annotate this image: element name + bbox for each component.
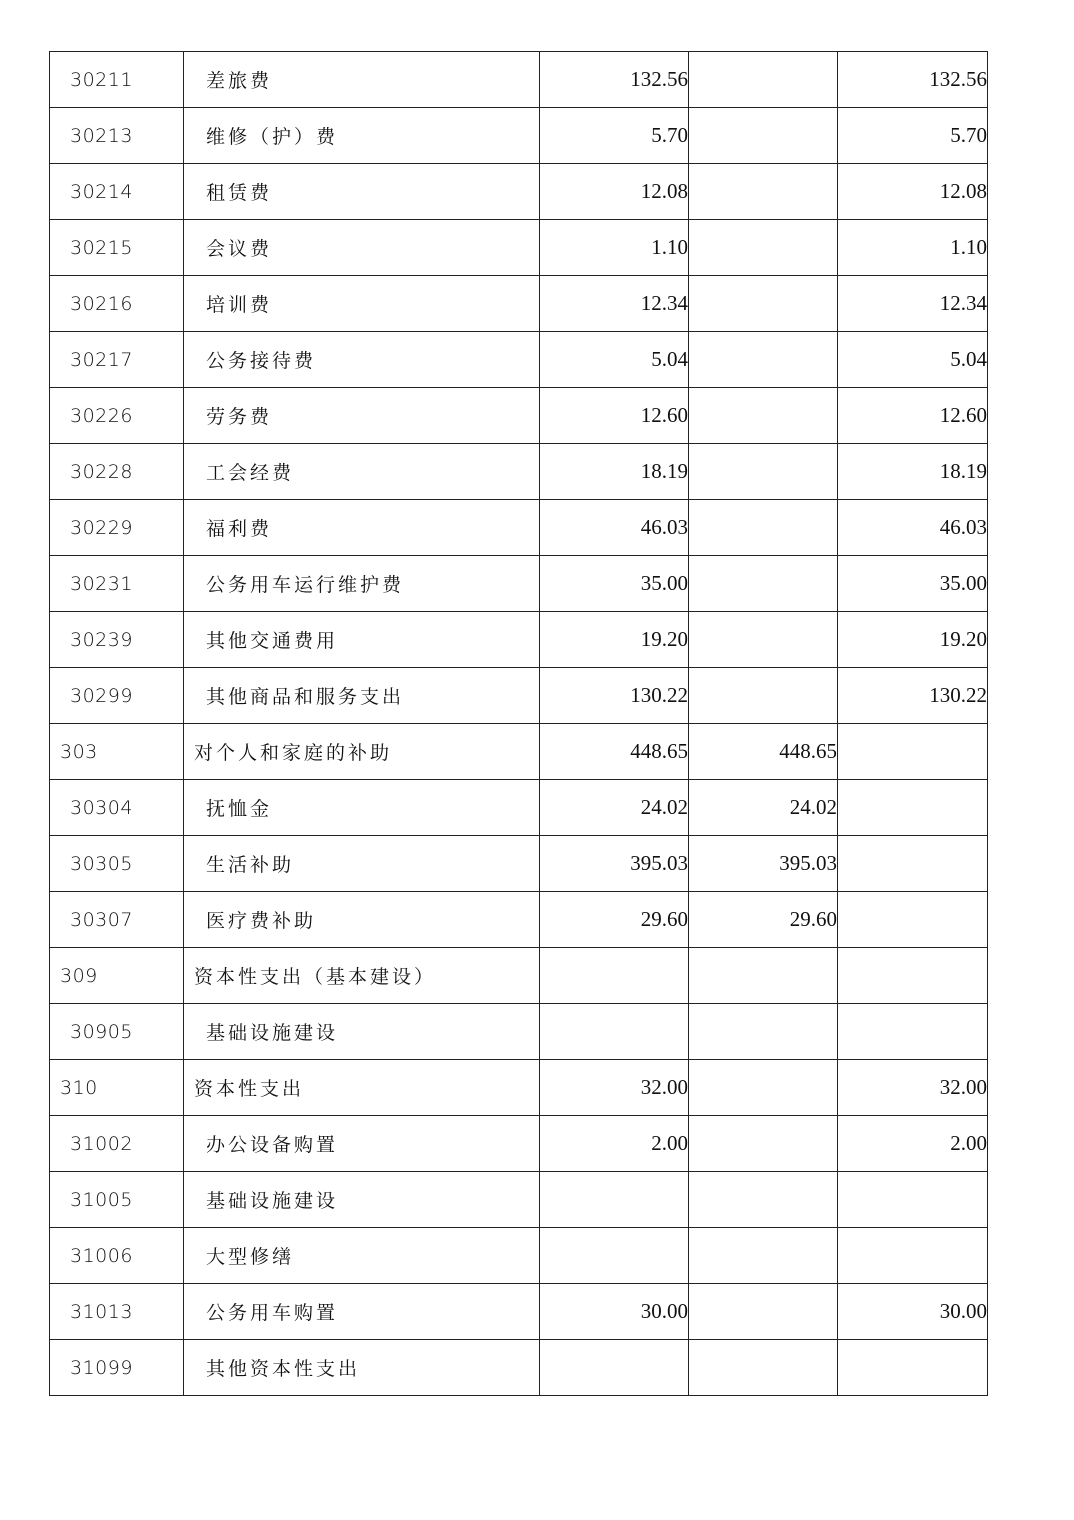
table-row	[50, 780, 988, 836]
table-row	[50, 892, 988, 948]
table-row	[50, 276, 988, 332]
account-name-cell: 劳务费	[184, 388, 540, 444]
account-code-cell: 303	[50, 724, 184, 780]
account-name-cell: 公务接待费	[184, 332, 540, 388]
account-name-cell: 其他交通费用	[184, 612, 540, 668]
account-name-cell: 生活补助	[184, 836, 540, 892]
basic-expenditure-cell	[689, 1004, 838, 1060]
basic-expenditure-cell	[689, 108, 838, 164]
project-expenditure-cell: 35.00	[838, 556, 988, 612]
table-row	[50, 444, 988, 500]
table-row	[50, 108, 988, 164]
total-amount-cell: 12.34	[540, 276, 689, 332]
account-code-cell: 30228	[50, 444, 184, 500]
table-row	[50, 388, 988, 444]
account-name-cell: 医疗费补助	[184, 892, 540, 948]
account-name-cell: 培训费	[184, 276, 540, 332]
table-row	[50, 52, 988, 108]
account-code-cell: 30304	[50, 780, 184, 836]
account-name-cell: 基础设施建设	[184, 1004, 540, 1060]
table-row	[50, 500, 988, 556]
total-amount-cell: 12.08	[540, 164, 689, 220]
basic-expenditure-cell	[689, 332, 838, 388]
total-amount-cell: 12.60	[540, 388, 689, 444]
account-name-cell: 公务用车运行维护费	[184, 556, 540, 612]
basic-expenditure-cell: 29.60	[689, 892, 838, 948]
project-expenditure-cell: 130.22	[838, 668, 988, 724]
table-row	[50, 1172, 988, 1228]
total-amount-cell: 24.02	[540, 780, 689, 836]
basic-expenditure-cell	[689, 1284, 838, 1340]
table-row	[50, 1116, 988, 1172]
account-name-cell: 福利费	[184, 500, 540, 556]
account-code-cell: 30217	[50, 332, 184, 388]
project-expenditure-cell: 132.56	[838, 52, 988, 108]
table-row	[50, 1060, 988, 1116]
basic-expenditure-cell	[689, 612, 838, 668]
project-expenditure-cell	[838, 780, 988, 836]
account-code-cell: 30231	[50, 556, 184, 612]
total-amount-cell: 1.10	[540, 220, 689, 276]
total-amount-cell: 19.20	[540, 612, 689, 668]
basic-expenditure-cell	[689, 1340, 838, 1396]
account-name-cell: 租赁费	[184, 164, 540, 220]
project-expenditure-cell	[838, 1172, 988, 1228]
total-amount-cell: 132.56	[540, 52, 689, 108]
table-row	[50, 724, 988, 780]
account-code-cell: 30307	[50, 892, 184, 948]
account-code-cell: 31099	[50, 1340, 184, 1396]
project-expenditure-cell: 32.00	[838, 1060, 988, 1116]
account-code-cell: 30215	[50, 220, 184, 276]
project-expenditure-cell: 1.10	[838, 220, 988, 276]
account-code-cell: 30211	[50, 52, 184, 108]
project-expenditure-cell: 19.20	[838, 612, 988, 668]
table-row	[50, 668, 988, 724]
account-code-cell: 309	[50, 948, 184, 1004]
total-amount-cell: 2.00	[540, 1116, 689, 1172]
table-row	[50, 948, 988, 1004]
account-name-cell: 抚恤金	[184, 780, 540, 836]
basic-expenditure-cell	[689, 1172, 838, 1228]
account-name-cell: 办公设备购置	[184, 1116, 540, 1172]
table-row	[50, 332, 988, 388]
account-code-cell: 31013	[50, 1284, 184, 1340]
project-expenditure-cell	[838, 892, 988, 948]
account-name-cell: 公务用车购置	[184, 1284, 540, 1340]
basic-expenditure-cell	[689, 1228, 838, 1284]
table-row	[50, 1340, 988, 1396]
basic-expenditure-cell	[689, 556, 838, 612]
total-amount-cell	[540, 1172, 689, 1228]
account-code-cell: 31006	[50, 1228, 184, 1284]
account-code-cell: 310	[50, 1060, 184, 1116]
table-row	[50, 556, 988, 612]
basic-expenditure-cell	[689, 388, 838, 444]
table-row	[50, 1228, 988, 1284]
account-code-cell: 31005	[50, 1172, 184, 1228]
project-expenditure-cell	[838, 1340, 988, 1396]
total-amount-cell: 18.19	[540, 444, 689, 500]
account-code-cell: 30305	[50, 836, 184, 892]
account-code-cell: 30239	[50, 612, 184, 668]
total-amount-cell: 395.03	[540, 836, 689, 892]
account-code-cell: 30213	[50, 108, 184, 164]
table-row	[50, 164, 988, 220]
table-row	[50, 612, 988, 668]
basic-expenditure-cell	[689, 668, 838, 724]
account-name-cell: 其他商品和服务支出	[184, 668, 540, 724]
total-amount-cell: 5.04	[540, 332, 689, 388]
basic-expenditure-cell	[689, 220, 838, 276]
account-code-cell: 30299	[50, 668, 184, 724]
account-code-cell: 30216	[50, 276, 184, 332]
total-amount-cell: 5.70	[540, 108, 689, 164]
basic-expenditure-cell	[689, 500, 838, 556]
basic-expenditure-cell	[689, 1116, 838, 1172]
table-body	[50, 52, 988, 1396]
project-expenditure-cell: 12.60	[838, 388, 988, 444]
basic-expenditure-cell: 448.65	[689, 724, 838, 780]
basic-expenditure-cell: 395.03	[689, 836, 838, 892]
total-amount-cell	[540, 1228, 689, 1284]
basic-expenditure-cell	[689, 52, 838, 108]
total-amount-cell	[540, 948, 689, 1004]
table-row	[50, 1004, 988, 1060]
table-row	[50, 1284, 988, 1340]
total-amount-cell: 32.00	[540, 1060, 689, 1116]
account-name-cell: 其他资本性支出	[184, 1340, 540, 1396]
account-code-cell: 30229	[50, 500, 184, 556]
project-expenditure-cell	[838, 1228, 988, 1284]
expenditure-table	[49, 51, 988, 1396]
account-name-cell: 维修（护）费	[184, 108, 540, 164]
project-expenditure-cell: 5.04	[838, 332, 988, 388]
table-row	[50, 836, 988, 892]
table-row	[50, 220, 988, 276]
basic-expenditure-cell: 24.02	[689, 780, 838, 836]
project-expenditure-cell	[838, 1004, 988, 1060]
total-amount-cell	[540, 1004, 689, 1060]
account-name-cell: 基础设施建设	[184, 1172, 540, 1228]
project-expenditure-cell: 2.00	[838, 1116, 988, 1172]
account-code-cell: 30226	[50, 388, 184, 444]
basic-expenditure-cell	[689, 1060, 838, 1116]
project-expenditure-cell: 30.00	[838, 1284, 988, 1340]
project-expenditure-cell: 5.70	[838, 108, 988, 164]
project-expenditure-cell: 46.03	[838, 500, 988, 556]
account-code-cell: 30905	[50, 1004, 184, 1060]
account-code-cell: 31002	[50, 1116, 184, 1172]
total-amount-cell: 130.22	[540, 668, 689, 724]
basic-expenditure-cell	[689, 444, 838, 500]
basic-expenditure-cell	[689, 164, 838, 220]
total-amount-cell: 46.03	[540, 500, 689, 556]
project-expenditure-cell	[838, 724, 988, 780]
total-amount-cell	[540, 1340, 689, 1396]
project-expenditure-cell	[838, 836, 988, 892]
account-name-cell: 差旅费	[184, 52, 540, 108]
project-expenditure-cell: 12.34	[838, 276, 988, 332]
total-amount-cell: 35.00	[540, 556, 689, 612]
total-amount-cell: 448.65	[540, 724, 689, 780]
total-amount-cell: 30.00	[540, 1284, 689, 1340]
basic-expenditure-cell	[689, 276, 838, 332]
total-amount-cell: 29.60	[540, 892, 689, 948]
account-name-cell: 工会经费	[184, 444, 540, 500]
account-name-cell: 对个人和家庭的补助	[184, 724, 540, 780]
account-name-cell: 大型修缮	[184, 1228, 540, 1284]
project-expenditure-cell: 18.19	[838, 444, 988, 500]
account-name-cell: 资本性支出（基本建设）	[184, 948, 540, 1004]
account-code-cell: 30214	[50, 164, 184, 220]
account-name-cell: 会议费	[184, 220, 540, 276]
account-name-cell: 资本性支出	[184, 1060, 540, 1116]
project-expenditure-cell	[838, 948, 988, 1004]
project-expenditure-cell: 12.08	[838, 164, 988, 220]
basic-expenditure-cell	[689, 948, 838, 1004]
